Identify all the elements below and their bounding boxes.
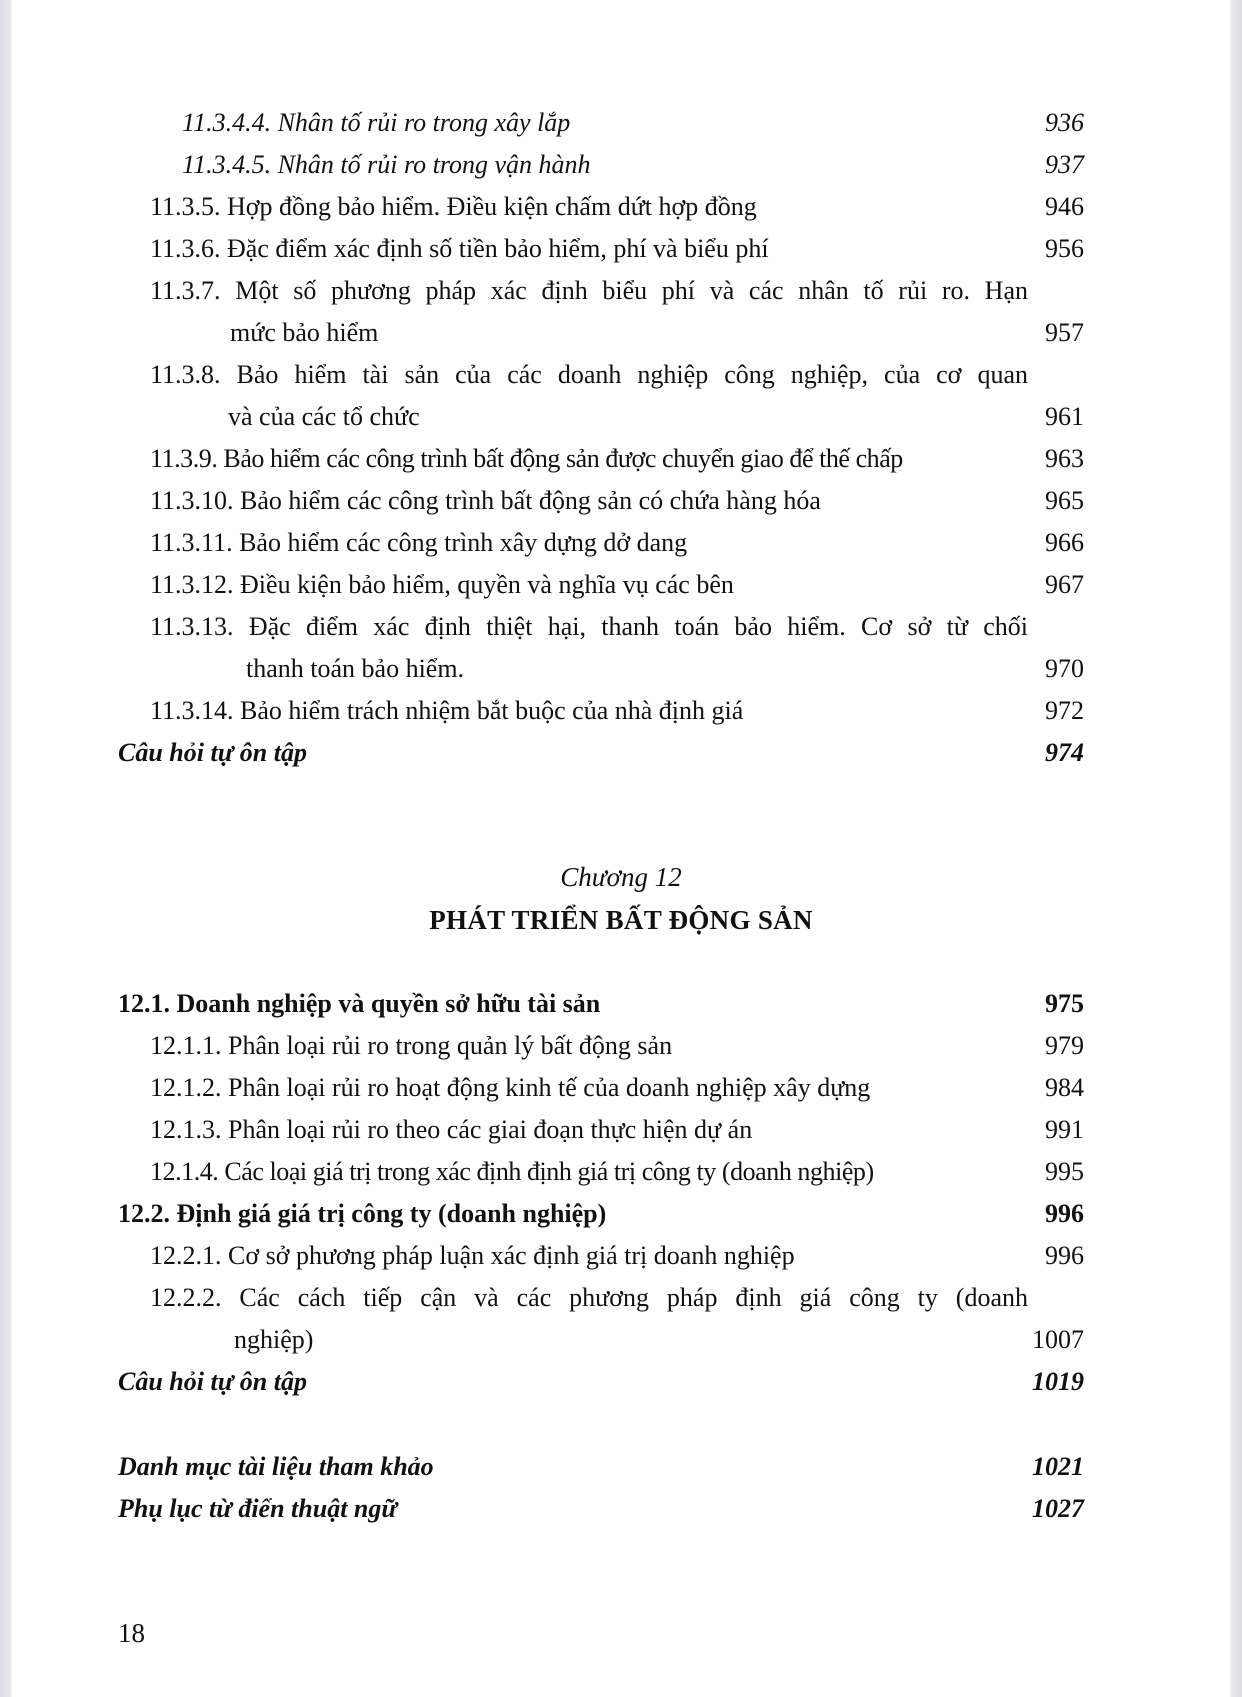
toc-section[interactable] [118,1193,1084,1235]
toc-entry-title: 12.1.1. Phân loại rủi ro trong quản lý bất động sản [150,1031,673,1060]
toc-entry-review[interactable] [118,1361,1084,1403]
toc-entry-page: 1021 [1032,1452,1084,1481]
toc-entry-page: 963 [1045,444,1084,473]
toc-entry[interactable] [118,438,1084,480]
toc-entry-page: 966 [1045,528,1084,557]
toc-entry-title: 12.2.1. Cơ sở phương pháp luận xác định giá trị doanh nghiệp [150,1241,795,1270]
toc-entry-title: 12.1.4. Các loại giá trị trong xác định định giá trị công ty (doanh nghiệp) [150,1157,874,1186]
toc-entry-page: 965 [1045,486,1084,515]
toc-entry-title: 11.3.11. Bảo hiểm các công trình xây dựng dở dang [150,528,688,557]
toc-section[interactable] [118,983,1084,1025]
toc-entry-page: 972 [1045,696,1084,725]
toc-entry-title: Câu hỏi tự ôn tập [118,1367,307,1396]
toc-entry-page: 1019 [1032,1367,1084,1396]
page-edge-right [1232,0,1242,1697]
toc-entry-continuation: mức bảo hiểm [230,318,379,347]
toc-entry-page: 984 [1045,1073,1084,1102]
toc-entry-title: 12.2.2. Các cách tiếp cận và các phương pháp định giá công ty (doanh [150,1283,1028,1312]
toc-entry-page: 975 [1045,989,1084,1018]
toc-entry[interactable] [118,186,1084,228]
toc-entry-page: 970 [1045,654,1084,683]
toc-entry-page: 974 [1045,738,1084,767]
toc-entry-continuation: nghiệp) [234,1325,314,1354]
toc-entry-title: 11.3.13. Đặc điểm xác định thiệt hại, thanh toán bảo hiểm. Cơ sở từ chối [150,612,1028,641]
toc-entry[interactable] [118,606,1084,690]
toc-entry-continuation: và của các tổ chức [228,402,420,431]
toc-entry[interactable] [118,1109,1084,1151]
toc-entry-title: 12.1.3. Phân loại rủi ro theo các giai đoạn thực hiện dự án [150,1115,753,1144]
toc-entry[interactable] [118,1067,1084,1109]
toc-entry-page: 995 [1045,1157,1084,1186]
toc-entry-page: 961 [1045,402,1084,431]
toc-entry[interactable] [118,144,1084,186]
toc-entry-continuation: thanh toán bảo hiểm. [246,654,465,683]
toc-entry-page: 991 [1045,1115,1084,1144]
toc-entry[interactable] [118,1025,1084,1067]
toc-entry-page: 996 [1045,1199,1084,1228]
toc-entry-title: 11.3.4.4. Nhân tố rủi ro trong xây lắp [182,108,571,137]
toc-entry[interactable] [118,354,1084,438]
toc-entry-page: 1027 [1032,1494,1084,1523]
toc-entry-title: 12.2. Định giá giá trị công ty (doanh nghiệp) [118,1199,607,1228]
toc-entry[interactable] [118,480,1084,522]
toc-entry-title: 11.3.5. Hợp đồng bảo hiểm. Điều kiện chấm dứt hợp đồng [150,192,757,221]
toc-entry-title: 11.3.8. Bảo hiểm tài sản của các doanh nghiệp công nghiệp, của cơ quan [150,360,1028,389]
toc-entry-review[interactable] [118,732,1084,774]
toc-entry[interactable] [118,522,1084,564]
toc-entry-title: Phụ lục từ điển thuật ngữ [118,1494,397,1523]
toc-entry-title: 12.1. Doanh nghiệp và quyền sở hữu tài sản [118,989,601,1018]
toc-entry-page: 957 [1045,318,1084,347]
page-edge-left [0,0,10,1697]
chapter-label: Chương 12 [560,862,682,892]
toc-entry[interactable] [118,270,1084,354]
toc-entry[interactable] [118,102,1084,144]
toc-entry[interactable] [118,690,1084,732]
toc-entry-title: 11.3.7. Một số phương pháp xác định biểu phí và các nhân tố rủi ro. Hạn [150,276,1028,305]
toc-entry-title: 11.3.9. Bảo hiểm các công trình bất động sản được chuyển giao để thế chấp [150,444,903,473]
toc-entry-page: 996 [1045,1241,1084,1270]
toc-entry-page: 946 [1045,192,1084,221]
toc-entry[interactable] [118,1235,1084,1277]
toc-entry-title: 11.3.14. Bảo hiểm trách nhiệm bắt buộc của nhà định giá [150,696,744,725]
chapter-title: PHÁT TRIỂN BẤT ĐỘNG SẢN [429,905,813,935]
toc-entry-title: 12.1.2. Phân loại rủi ro hoạt động kinh tế của doanh nghiệp xây dựng [150,1073,871,1102]
toc-entry-page: 937 [1045,150,1084,179]
toc-entry[interactable] [118,564,1084,606]
toc-entry[interactable] [118,1277,1084,1361]
toc-entry-title: Câu hỏi tự ôn tập [118,738,307,767]
toc-entry-page: 1007 [1032,1325,1084,1354]
toc-entry-title: Danh mục tài liệu tham khảo [118,1452,434,1481]
toc-entry-title: 11.3.12. Điều kiện bảo hiểm, quyền và nghĩa vụ các bên [150,570,734,599]
toc-entry-title: 11.3.4.5. Nhân tố rủi ro trong vận hành [182,150,591,179]
toc-entry-page: 936 [1045,108,1084,137]
toc-entry-title: 11.3.10. Bảo hiểm các công trình bất động sản có chứa hàng hóa [150,486,821,515]
toc-back-matter[interactable] [118,1488,1084,1530]
toc-entry-page: 967 [1045,570,1084,599]
toc-entry-page: 979 [1045,1031,1084,1060]
toc-entry[interactable] [118,1151,1084,1193]
toc-back-matter[interactable] [118,1446,1084,1488]
toc-entry[interactable] [118,228,1084,270]
toc-entry-title: 11.3.6. Đặc điểm xác định số tiền bảo hiểm, phí và biểu phí [150,234,769,263]
toc-entry-page: 956 [1045,234,1084,263]
page-number: 18 [118,1618,145,1648]
